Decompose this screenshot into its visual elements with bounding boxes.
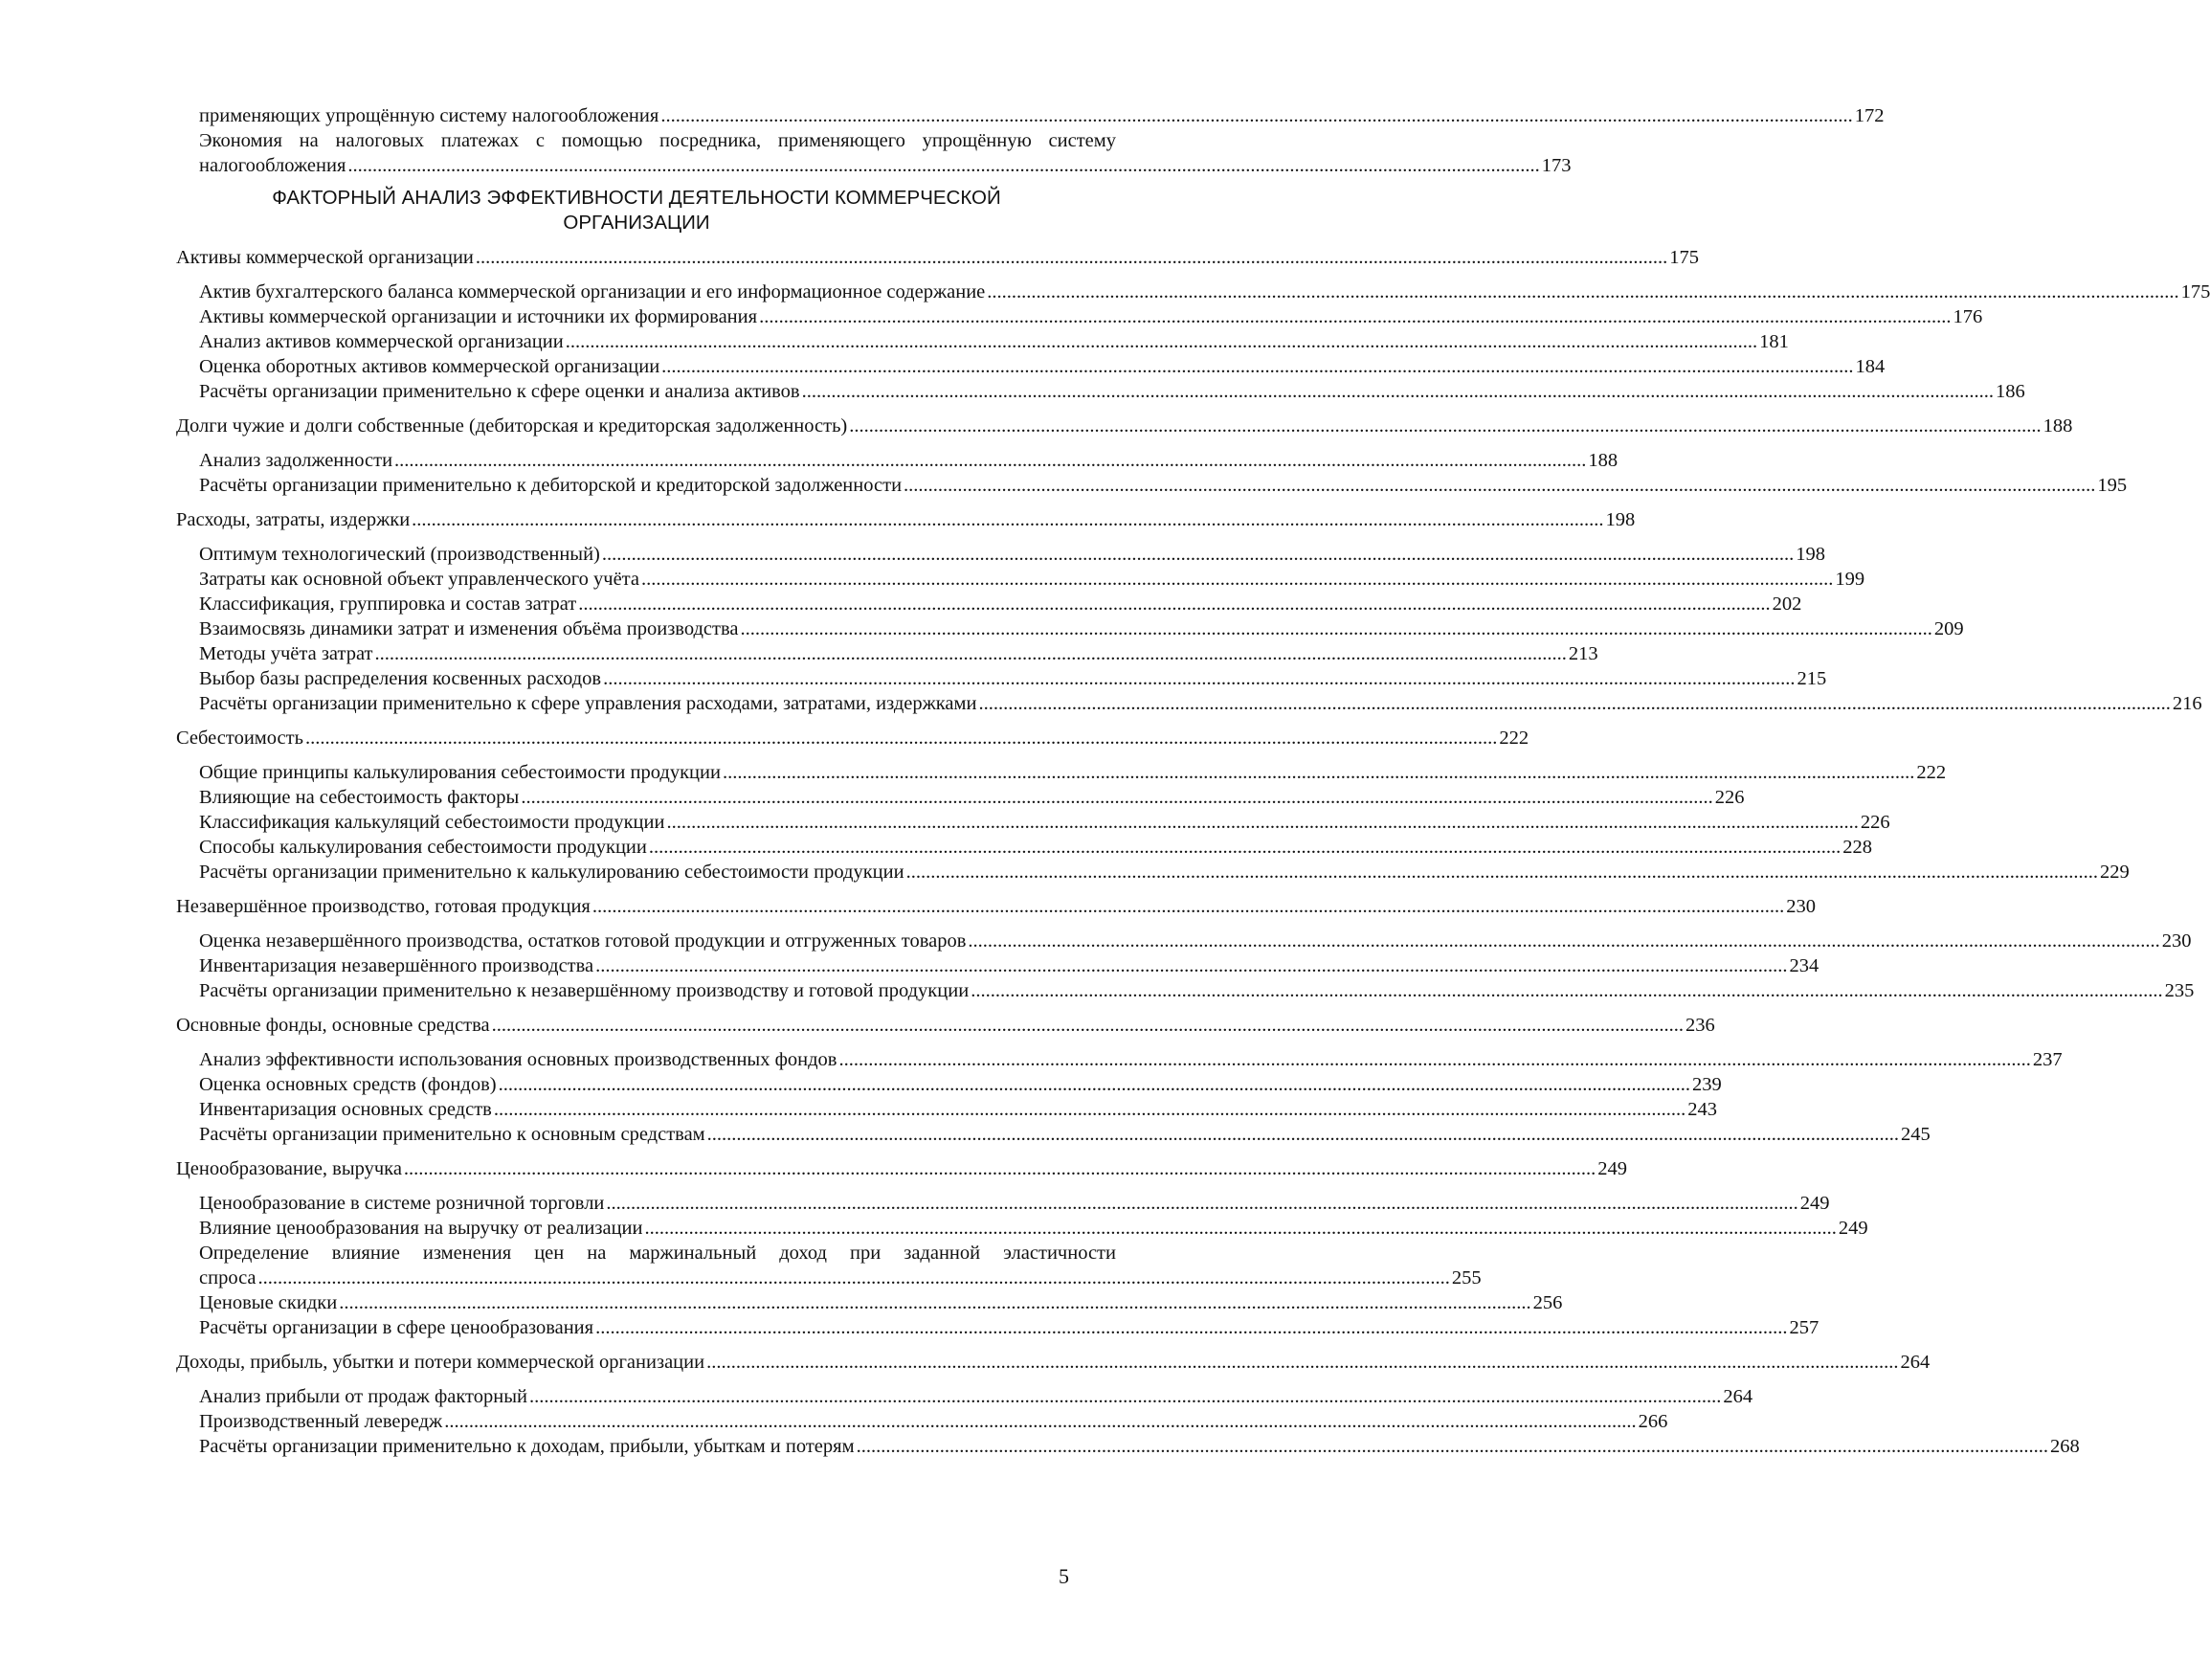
toc-entry-page: 216	[2172, 693, 2202, 714]
toc-entry-page: 255	[1451, 1267, 1482, 1288]
toc-chapter[interactable]	[176, 1013, 1715, 1038]
toc-entry-title: Расчёты организации в сфере ценообразования	[199, 1317, 594, 1338]
dot-leader	[971, 978, 2162, 1003]
toc-entry-title: Анализ прибыли от продаж факторный	[199, 1386, 527, 1407]
toc-chapter[interactable]	[176, 894, 1816, 919]
toc-entry-page: 268	[2049, 1436, 2080, 1457]
toc-entry[interactable]	[176, 1315, 1819, 1340]
dot-leader	[661, 354, 1853, 379]
toc-chapter-title: Основные фонды, основные средства	[176, 1015, 490, 1036]
toc-entry-page: 199	[1835, 569, 1865, 590]
toc-entry[interactable]	[176, 691, 2202, 716]
toc-entry[interactable]	[176, 760, 1947, 785]
toc-entry-page: 184	[1855, 356, 1886, 377]
toc-entry-page: 235	[2164, 980, 2195, 1001]
dot-leader	[707, 1122, 1899, 1147]
dot-leader	[857, 1434, 2048, 1459]
dot-leader	[602, 542, 1794, 567]
toc-entry-page: 234	[1789, 955, 1819, 976]
dot-leader	[347, 153, 1539, 178]
toc-entry[interactable]	[176, 1266, 1482, 1290]
toc-entry-title: Инвентаризация незавершённого производства	[199, 955, 594, 976]
toc-entry[interactable]	[176, 448, 1618, 473]
toc-chapter[interactable]	[176, 1156, 1628, 1181]
toc-entry-title: Анализ задолженности	[199, 450, 393, 471]
dot-leader	[499, 1072, 1690, 1097]
toc-entry-title: Выбор базы распределения косвенных расходов	[199, 668, 602, 689]
dot-leader	[258, 1266, 1450, 1290]
dot-leader	[741, 616, 1932, 641]
toc-entry-title-line1: Экономия на налоговых платежах с помощью посредника, применяющего упрощённую систему	[199, 130, 1116, 151]
toc-entry-title: Инвентаризация основных средств	[199, 1099, 492, 1120]
toc-entry-page: 198	[1796, 544, 1825, 565]
toc-entry-page: 173	[1541, 155, 1572, 176]
section-heading-line2: ОРГАНИЗАЦИИ	[563, 212, 710, 234]
toc-entry[interactable]	[176, 666, 1827, 691]
dot-leader	[666, 810, 1858, 835]
toc-entry[interactable]	[176, 304, 1983, 329]
toc-entry-title: Расчёты организации применительно к незавершённому производству и готовой продукции	[199, 980, 970, 1001]
toc-chapter-page: 249	[1597, 1158, 1628, 1179]
toc-entry-title: Влияющие на себестоимость факторы	[199, 787, 520, 808]
toc-entry-title: Расчёты организации применительно к основным средствам	[199, 1124, 705, 1145]
toc-entry[interactable]	[176, 810, 1890, 835]
toc-entry-title: Оценка основных средств (фондов)	[199, 1074, 497, 1095]
toc-entry[interactable]	[176, 473, 2128, 498]
toc-entry-title: Расчёты организации применительно к сфере управления расходами, затратами, издержками	[199, 693, 977, 714]
toc-chapter-title: Активы коммерческой организации	[176, 247, 474, 268]
toc-entry[interactable]	[176, 1191, 1830, 1216]
table-of-contents	[176, 103, 2210, 1459]
toc-entry-page: 186	[1996, 381, 2025, 402]
toc-chapter-page: 188	[2043, 415, 2073, 437]
toc-chapter-page: 198	[1605, 509, 1636, 530]
toc-entry-page: 209	[1933, 618, 1964, 639]
toc-entry[interactable]	[176, 1047, 2063, 1072]
toc-entry[interactable]	[176, 1434, 2080, 1459]
toc-entry-page: 249	[1838, 1218, 1868, 1239]
toc-entry-page: 188	[1588, 450, 1618, 471]
dot-leader	[444, 1409, 1636, 1434]
dot-leader	[849, 414, 2041, 438]
toc-entry[interactable]	[176, 542, 1825, 567]
toc-entry-multiline[interactable]	[176, 128, 1116, 153]
toc-entry[interactable]	[176, 978, 2195, 1003]
toc-entry[interactable]	[176, 103, 1885, 128]
toc-chapter-title: Расходы, затраты, издержки	[176, 509, 411, 530]
toc-entry-page: 172	[1854, 105, 1885, 126]
toc-entry-title: Анализ активов коммерческой организации	[199, 331, 564, 352]
dot-leader	[838, 1047, 2030, 1072]
toc-entry[interactable]	[176, 1409, 1668, 1434]
toc-entry-title: Расчёты организации применительно к калькулированию себестоимости продукции	[199, 862, 904, 883]
toc-entry-page: 237	[2032, 1049, 2063, 1070]
toc-entry[interactable]	[176, 953, 1819, 978]
chapter-list	[176, 245, 2210, 1459]
dot-leader	[641, 567, 1833, 592]
toc-entry-page: 195	[2097, 475, 2128, 496]
dot-leader	[476, 245, 1667, 270]
toc-entry-page: 222	[1916, 762, 1947, 783]
toc-entry-page: 239	[1691, 1074, 1722, 1095]
toc-entry[interactable]	[176, 592, 1802, 616]
toc-entry-title: спроса	[199, 1267, 257, 1288]
toc-entry[interactable]	[176, 1290, 1563, 1315]
toc-entry-title: Взаимосвязь динамики затрат и изменения объёма производства	[199, 618, 739, 639]
dot-leader	[706, 1350, 1898, 1375]
toc-chapter[interactable]	[176, 726, 1529, 750]
toc-entry-page: 257	[1789, 1317, 1819, 1338]
toc-entry-title: Расчёты организации применительно к дебиторской и кредиторской задолженности	[199, 475, 903, 496]
toc-entry-title: Затраты как основной объект управленческого учёта	[199, 569, 639, 590]
toc-chapter-title: Долги чужие и долги собственные (дебиторская и кредиторская задолженность)	[176, 415, 848, 437]
toc-entry-title: Актив бухгалтерского баланса коммерческой организации и его информационное содержание	[199, 281, 986, 302]
toc-entry[interactable]	[176, 1072, 1722, 1097]
toc-entry-page: 202	[1772, 594, 1802, 615]
toc-entry-page: 245	[1901, 1124, 1931, 1145]
toc-entry-title: Активы коммерческой организации и источники их формирования	[199, 306, 758, 327]
toc-chapter-page: 222	[1499, 728, 1529, 749]
toc-entry-page: 226	[1714, 787, 1745, 808]
toc-entry[interactable]	[176, 785, 1745, 810]
toc-chapter-page: 236	[1685, 1015, 1715, 1036]
dot-leader	[906, 860, 2098, 885]
toc-chapter[interactable]	[176, 507, 1636, 532]
toc-entry-title: применяющих упрощённую систему налогообложения	[199, 105, 659, 126]
toc-entry-page: 230	[2161, 930, 2192, 952]
dot-leader	[305, 726, 1497, 750]
dot-leader	[802, 379, 1994, 404]
toc-entry-page: 175	[2180, 281, 2210, 302]
toc-entry[interactable]	[176, 1384, 1753, 1409]
toc-entry[interactable]	[176, 280, 2210, 304]
toc-entry[interactable]	[176, 153, 1572, 178]
dot-leader	[494, 1097, 1685, 1122]
dot-leader	[595, 1315, 1787, 1340]
dot-leader	[978, 691, 2170, 716]
page-number: 5	[1059, 1564, 1069, 1588]
toc-chapter[interactable]	[176, 245, 1700, 270]
toc-chapter[interactable]	[176, 1350, 1931, 1375]
toc-entry[interactable]	[176, 379, 2025, 404]
toc-entry-page: 249	[1799, 1193, 1830, 1214]
toc-entry-page: 228	[1842, 837, 1872, 858]
toc-entry-title: Методы учёта затрат	[199, 643, 373, 664]
toc-chapter-title: Себестоимость	[176, 728, 303, 749]
dot-leader	[759, 304, 1951, 329]
toc-entry[interactable]	[176, 641, 1598, 666]
toc-entry[interactable]	[176, 835, 1872, 860]
toc-chapter[interactable]	[176, 414, 2073, 438]
toc-entry-title: Оптимум технологический (производственный)	[199, 544, 600, 565]
dot-leader	[606, 1191, 1797, 1216]
toc-chapter-title: Незавершённое производство, готовая продукция	[176, 896, 591, 917]
toc-entry[interactable]	[176, 354, 1886, 379]
toc-entry-title: Производственный левередж	[199, 1411, 443, 1432]
toc-entry-title-line1: Определение влияние изменения цен на маржинальный доход при заданной эластичности	[199, 1243, 1116, 1264]
dot-leader	[987, 280, 2178, 304]
toc-entry-title: Классификация калькуляций себестоимости продукции	[199, 812, 665, 833]
dot-leader	[723, 760, 1914, 785]
toc-entry-page: 264	[1723, 1386, 1753, 1407]
toc-chapter-page: 264	[1900, 1352, 1931, 1373]
toc-entry-page: 176	[1953, 306, 1983, 327]
toc-entry-title: Оценка незавершённого производства, остатков готовой продукции и отгруженных товаров	[199, 930, 967, 952]
dot-leader	[492, 1013, 1684, 1038]
toc-entry-title: Способы калькулирования себестоимости продукции	[199, 837, 647, 858]
dot-leader	[339, 1290, 1530, 1315]
toc-chapter-page: 230	[1786, 896, 1816, 917]
toc-entry[interactable]	[176, 616, 1964, 641]
dot-leader	[529, 1384, 1721, 1409]
toc-entry-multiline[interactable]	[176, 1241, 1116, 1266]
toc-entry[interactable]	[176, 860, 2130, 885]
toc-entry[interactable]	[176, 567, 1865, 592]
toc-chapter-title: Доходы, прибыль, убытки и потери коммерческой организации	[176, 1352, 705, 1373]
dot-leader	[904, 473, 2095, 498]
toc-entry-page: 215	[1797, 668, 1827, 689]
toc-entry[interactable]	[176, 1122, 1931, 1147]
toc-entry-title: Расчёты организации применительно к сфере оценки и анализа активов	[199, 381, 800, 402]
toc-chapter-page: 175	[1669, 247, 1700, 268]
toc-entry-page: 243	[1687, 1099, 1717, 1120]
dot-leader	[566, 329, 1757, 354]
toc-entry-page: 266	[1638, 1411, 1668, 1432]
dot-leader	[645, 1216, 1837, 1241]
toc-entry-title: Расчёты организации применительно к доходам, прибыли, убыткам и потерям	[199, 1436, 855, 1457]
dot-leader	[592, 894, 1784, 919]
toc-entry-title: налогообложения	[199, 155, 346, 176]
dot-leader	[521, 785, 1712, 810]
dot-leader	[660, 103, 1852, 128]
toc-entry-page: 256	[1532, 1292, 1563, 1313]
dot-leader	[968, 929, 2159, 953]
dot-leader	[374, 641, 1566, 666]
dot-leader	[394, 448, 1586, 473]
toc-entry-page: 226	[1860, 812, 1890, 833]
dot-leader	[595, 953, 1787, 978]
toc-entry-title: Влияние ценообразования на выручку от реализации	[199, 1218, 643, 1239]
toc-entry-title: Ценовые скидки	[199, 1292, 338, 1313]
toc-entry-title: Классификация, группировка и состав затрат	[199, 594, 577, 615]
section-heading	[176, 186, 1116, 235]
toc-entry-title: Анализ эффективности использования основных производственных фондов	[199, 1049, 837, 1070]
toc-entry-page: 181	[1759, 331, 1789, 352]
toc-entry-title: Общие принципы калькулирования себестоимости продукции	[199, 762, 721, 783]
dot-leader	[578, 592, 1770, 616]
toc-entry-page: 213	[1568, 643, 1598, 664]
toc-entry-title: Оценка оборотных активов коммерческой организации	[199, 356, 660, 377]
toc-entry[interactable]	[176, 329, 1789, 354]
section-heading-line1: ФАКТОРНЫЙ АНАЛИЗ ЭФФЕКТИВНОСТИ ДЕЯТЕЛЬНОСТИ КОММЕРЧЕСКОЙ	[272, 187, 1001, 209]
dot-leader	[603, 666, 1795, 691]
dot-leader	[404, 1156, 1596, 1181]
toc-entry[interactable]	[176, 1097, 1717, 1122]
dot-leader	[649, 835, 1841, 860]
dot-leader	[412, 507, 1603, 532]
toc-entry[interactable]	[176, 929, 2192, 953]
toc-chapter-title: Ценообразование, выручка	[176, 1158, 402, 1179]
toc-entry-title: Ценообразование в системе розничной торговли	[199, 1193, 605, 1214]
toc-entry-page: 229	[2099, 862, 2130, 883]
toc-entry[interactable]	[176, 1216, 1868, 1241]
